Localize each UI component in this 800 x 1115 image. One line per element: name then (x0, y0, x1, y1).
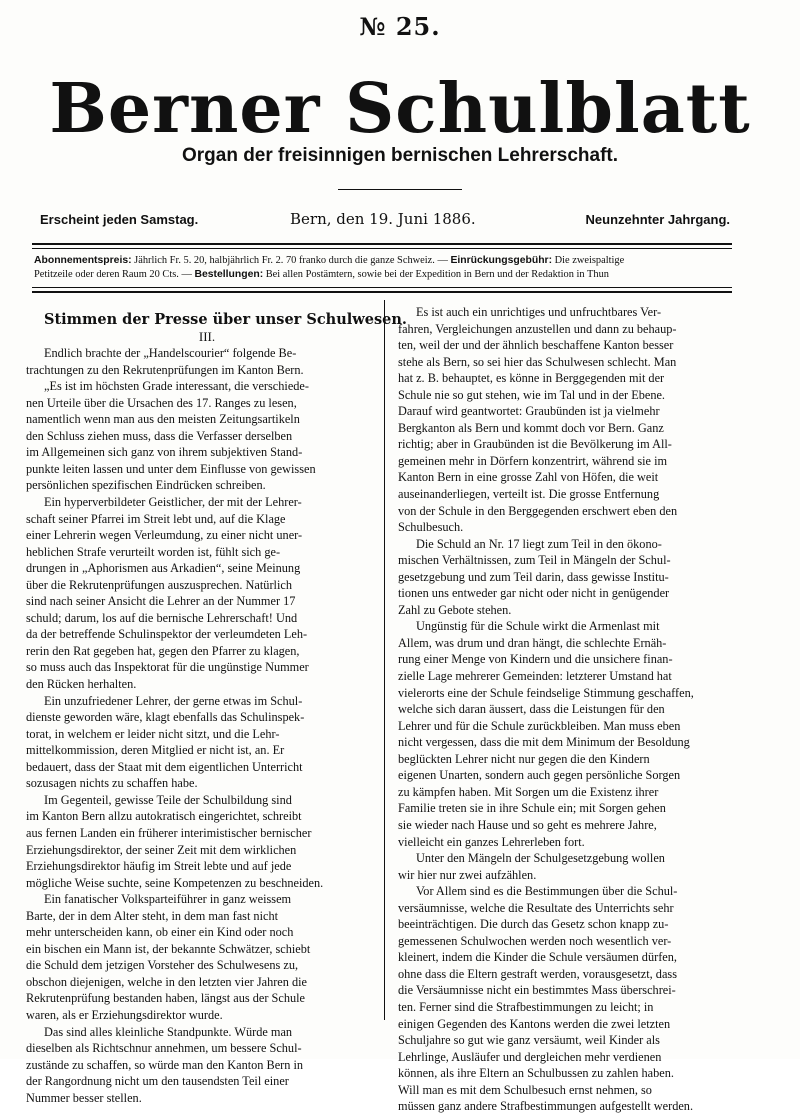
left-column-line: den Schluss ziehen muss, dass die Verfasser derselben (26, 428, 293, 443)
left-column-line: Barte, der in dem Alter steht, in dem man fast nicht (26, 908, 279, 923)
right-column-line: Schulbesuch. (398, 520, 464, 535)
right-column-line: Vor Allem sind es die Bestimmungen über die Schul- (416, 884, 678, 899)
issue-date: Bern, den 19. Juni 1886. (290, 210, 476, 228)
left-column-line: „Es ist im höchsten Grade interessant, die verschiede- (44, 379, 309, 394)
left-column-line: Das sind alles kleinliche Standpunkte. Würde man (44, 1024, 293, 1039)
right-column-line: Lehrlinge, Ausläufer und dergleichen mehr verdienen (398, 1049, 662, 1064)
right-column-line: nicht vergessen, dass die mit dem Minimum der Besoldung (398, 735, 690, 750)
right-column-line: Zahl zu Gebote stehen. (398, 602, 512, 617)
right-column (398, 304, 734, 1115)
left-column-line: mögliche Weise suchte, seine Kompetenzen zu beschneiden. (26, 875, 324, 890)
right-column-line: die Versäumnisse nicht ein bestimmtes Mass überschrei- (398, 983, 676, 998)
notice-ins-text: Die zweispaltige (552, 255, 625, 266)
notice-abo-text: Jährlich Fr. 5. 20, halbjährlich Fr. 2. 70 franko durch die ganze Schweiz. — (131, 255, 451, 266)
right-column-line: beglückten Lehrer nicht nur gegen die den Kindern (398, 751, 650, 766)
left-column-line: torat, in welchem er leider nicht sitzt, und die Lehr- (26, 726, 280, 741)
right-column-line: wir hier nur zwei aufzählen. (398, 867, 537, 882)
left-column-line: bedauert, dass der Staat mit dem eigentlichen Unterricht (26, 759, 303, 774)
right-column-line: Darauf wird geantwortet: Graubünden ist ja vielmehr (398, 404, 660, 419)
left-column-line: Nummer besser stellen. (26, 1090, 142, 1105)
notice-abo-label: Abonnementspreis: (34, 255, 132, 266)
right-column-line: beeinträchtigen. Die durch das Gesetz schon knapp zu- (398, 917, 669, 932)
right-column-line: Lehrer und für die Schule zurückbleiben. Man muss eben (398, 718, 681, 733)
right-column-line: Ungünstig für die Schule wirkt die Armenlast mit (416, 619, 660, 634)
left-column-line: sind nach seiner Ansicht die Lehrer an der Nummer 17 (26, 594, 296, 609)
left-column-line: Endlich brachte der „Handelscourier“ folgende Be- (44, 346, 297, 361)
notice-line-2 (34, 268, 734, 282)
right-column-line: eigenen Unarten, sondern auch gegen persönliche Sorgen (398, 768, 681, 783)
right-column-line: Schule nie so gut stehen, wie im Tal und in der Ebene. (398, 387, 665, 402)
right-column-line: Unter den Mängeln der Schulgesetzgebung wollen (416, 851, 665, 866)
left-column (26, 311, 407, 1106)
left-column-line: heblichen Strafe verurteilt worden ist, fühlt sich ge- (26, 544, 281, 559)
dateline (40, 212, 730, 234)
right-column-line: sie wieder nach Hause und so geht es mehrere Jahre, (398, 817, 657, 832)
right-column-line: rung einer Menge von Kindern und die unsichere finan- (398, 652, 673, 667)
right-column-line: gesetzgebung und zum Teil darin, dass gewisse Institu- (398, 569, 669, 584)
subscription-notice (34, 254, 734, 282)
volume-year: Neunzehnter Jahrgang. (585, 212, 730, 227)
right-column-line: vielerorts eine der Schule feindselige Stimmung geschaffen, (398, 685, 694, 700)
right-column-line: stehe als Bern, so sei hier das Schulwesen schlecht. Man (398, 354, 677, 369)
left-column-line: über die Rekrutenprüfungen auszusprechen. Natürlich (26, 577, 292, 592)
left-column-line: persönlichen spezifischen Eindrücken schreiben. (26, 478, 266, 493)
left-column-line: da der betreffende Schulinspektor der verleumdeten Leh- (26, 627, 308, 642)
header-rule-top (32, 243, 732, 245)
left-column-line: mehr unterscheiden kann, ob einer ein Kind oder noch (26, 925, 294, 940)
right-column-line: von der Schule in den Berggegenden erschwert eben den (398, 503, 678, 518)
left-column-line: mittelkommission, deren Mitglied er nicht ist, an. Er (26, 743, 285, 758)
left-column-line: ein bischen ein Mann ist, der bekannte Schwätzer, schiebt (26, 941, 311, 956)
right-column-line: fahren, Vergleichungen anzustellen und dann zu behaup- (398, 321, 677, 336)
right-column-line: mischen Verhältnissen, zum Teil in Mängeln der Schul- (398, 553, 671, 568)
left-column-line: aus fernen Landen ein früherer interimistischer bernischer (26, 825, 312, 840)
right-column-line: ten. Ferner sind die Strafbestimmungen zu leicht; in (398, 999, 654, 1014)
left-column-line: drungen in „Aphorismen aus Arkadien“, seine Meinung (26, 561, 301, 576)
publication-frequency: Erscheint jeden Samstag. (40, 212, 199, 227)
left-column-line: Erziehungsdirektor häufig im Streit lebte und auf jede (26, 859, 292, 874)
right-column-line: Kanton Bern in eine grosse Zahl von Höfen, die weit (398, 470, 659, 485)
left-column-line: nen Urteile über die Ursachen des 17. Ranges zu lesen, (26, 395, 297, 410)
right-column-line: Will man es mit dem Schulbesuch ernst nehmen, so (398, 1082, 652, 1097)
right-column-line: hat z. B. behauptet, es könne in Berggegenden mit der (398, 371, 665, 386)
right-column-line: Familie treten sie in ihre Schule ein; mit Sorgen gehen (398, 801, 666, 816)
left-column-line: Rekrutenprüfung bestanden haben, längst aus der Schule (26, 991, 305, 1006)
left-column-line: einer Lehrerin wegen Verleumdung, zu einer nicht uner- (26, 528, 303, 543)
right-column-line: können, als ihre Eltern an Schulbussen zu zahlen haben. (398, 1066, 674, 1081)
column-divider (384, 300, 385, 1020)
left-column-line: im Kanton Bern allzu autokratisch eingerichtet, schreibt (26, 809, 302, 824)
right-column-line: versäumnisse, welche die Resultate des Unterrichts sehr (398, 900, 674, 915)
right-column-line: zielle Lage mehrerer Gemeinden: letzterer Umstand hat (398, 669, 672, 684)
right-column-line: Schuljahre so gut wie ganz versäumt, weil Kinder als (398, 1033, 660, 1048)
notice-line-1 (34, 254, 734, 268)
left-column-line: Ein hyperverbildeter Geistlicher, der mit der Lehrer- (44, 495, 302, 510)
right-column-line: müssen ganz andere Strafbestimmungen aufgestellt werden. (398, 1099, 694, 1114)
right-column-line: gemessenen Schulwochen werden noch wesentlich ver- (398, 933, 672, 948)
left-column-line: sozusagen nichts zu schaffen habe. (26, 776, 198, 791)
left-column-line: Erziehungsdirektor, der seiner Zeit mit dem wirklichen (26, 842, 297, 857)
left-column-line: die Schuld dem jetzigen Vorsteher des Schulwesens zu, (26, 958, 299, 973)
right-column-line: ohne dass die Eltern gestraft werden, vorausgesetzt, dass (398, 966, 677, 981)
right-column-line: Bergkanton als Bern und kommt doch vor Bern. Ganz (398, 420, 664, 435)
right-column-line: vielleicht ein ganzes Lehrerleben fort. (398, 834, 585, 849)
article-section-number: III. (198, 328, 216, 344)
left-column-line: Ein fanatischer Volksparteiführer in ganz weissem (44, 892, 292, 907)
left-column-line: schuld; darum, los auf die bernische Lehrerschaft! Und (26, 610, 298, 625)
right-column-text (398, 304, 734, 1115)
masthead-subtitle: Organ der freisinnigen bernischen Lehrerschaft. (181, 145, 619, 166)
left-column-line: Im Gegenteil, gewisse Teile der Schulbildung sind (44, 792, 292, 807)
notice-best-label: Bestellungen: (194, 269, 264, 280)
right-column-line: welche sich daran äussert, dass die Leistungen für den (398, 702, 665, 717)
left-column-line: waren, als er Erziehungsdirektor wurde. (26, 1007, 223, 1022)
left-column-line: im Allgemeinen sich ganz von ihrem subjektiven Stand- (26, 445, 303, 460)
right-column-line: einigen Gegenden des Kantons werden die zwei letzten (398, 1016, 671, 1031)
masthead-title: Berner Schulblatt (49, 69, 751, 149)
right-column-line: tionen uns entweder gar nicht oder nicht in genügender (398, 586, 670, 601)
header-rule-bottom-thin (32, 287, 732, 288)
left-column-line: den Rücken herhalten. (26, 677, 137, 692)
left-column-line: dienste geworden wäre, klagt ebenfalls das Schulinspek- (26, 710, 305, 725)
article-title: Stimmen der Presse über unser Schulwesen. (44, 311, 407, 328)
left-column-line: rerin den Rat gegeben hat, gegen den Pfarrer zu klagen, (26, 643, 300, 658)
left-column-line: Ein unzufriedener Lehrer, der gerne etwas im Schul- (44, 693, 303, 708)
left-column-line: obschon diejenigen, welche in den letzten vier Jahren die (26, 974, 308, 989)
right-column-line: Es ist auch ein unrichtiges und unfruchtbares Ver- (416, 305, 662, 319)
left-column-line: namentlich wenn man aus den meisten Zeitungsartikeln (26, 412, 300, 427)
right-column-line: ten, weil der und der ähnlich beschaffene Kanton besser (398, 338, 674, 353)
short-divider (338, 189, 462, 190)
right-column-line: Allem, was drum und dran hängt, die schlechte Ernäh- (398, 635, 667, 650)
right-column-line: richtig; aber in Graubünden ist die Bevölkerung im All- (398, 437, 672, 452)
right-column-line: zu kämpfen haben. Mit Sorgen um die Existenz ihrer (398, 784, 659, 799)
notice-best-text: Bei allen Postämtern, sowie bei der Expedition in Bern und der Redaktion in Thun (263, 269, 609, 280)
header-rule-top-thin (32, 248, 732, 249)
right-column-line: kleinert, indem die Kinder die Schule versäumen dürfen, (398, 950, 677, 965)
issue-number: № 25. (359, 12, 441, 41)
header-rule-bottom (32, 291, 732, 293)
right-column-line: gemeinen mehr in Dörfern konzentrirt, während sie im (398, 453, 668, 468)
notice-line2-text: Petitzeile oder deren Raum 20 Cts. — (34, 269, 195, 280)
left-column-line: zustände zu schaffen, so würde man den Kanton Bern in (26, 1057, 304, 1072)
left-column-line: so muss auch das Inspektorat für die ungünstige Nummer (26, 660, 309, 675)
left-column-line: trachtungen zu den Rekrutenprüfungen im Kanton Bern. (26, 362, 304, 377)
right-column-line: auseinanderliegen, verteilt ist. Die grosse Entfernung (398, 487, 660, 502)
left-column-text (26, 345, 370, 1106)
notice-ins-label: Einrückungsgebühr: (450, 255, 553, 266)
right-column-line: Die Schuld an Nr. 17 liegt zum Teil in den ökono- (416, 536, 662, 551)
left-column-line: der Rangordnung nicht um den tausendsten Teil einer (26, 1074, 289, 1089)
left-column-line: dieselben als Richtschnur annehmen, um bessere Schul- (26, 1041, 302, 1056)
left-column-line: punkte leiten lassen und unter dem Einflusse von gewissen (26, 461, 316, 476)
left-column-line: schaft seiner Pfarrei im Streit lebt und, auf die Klage (26, 511, 286, 526)
